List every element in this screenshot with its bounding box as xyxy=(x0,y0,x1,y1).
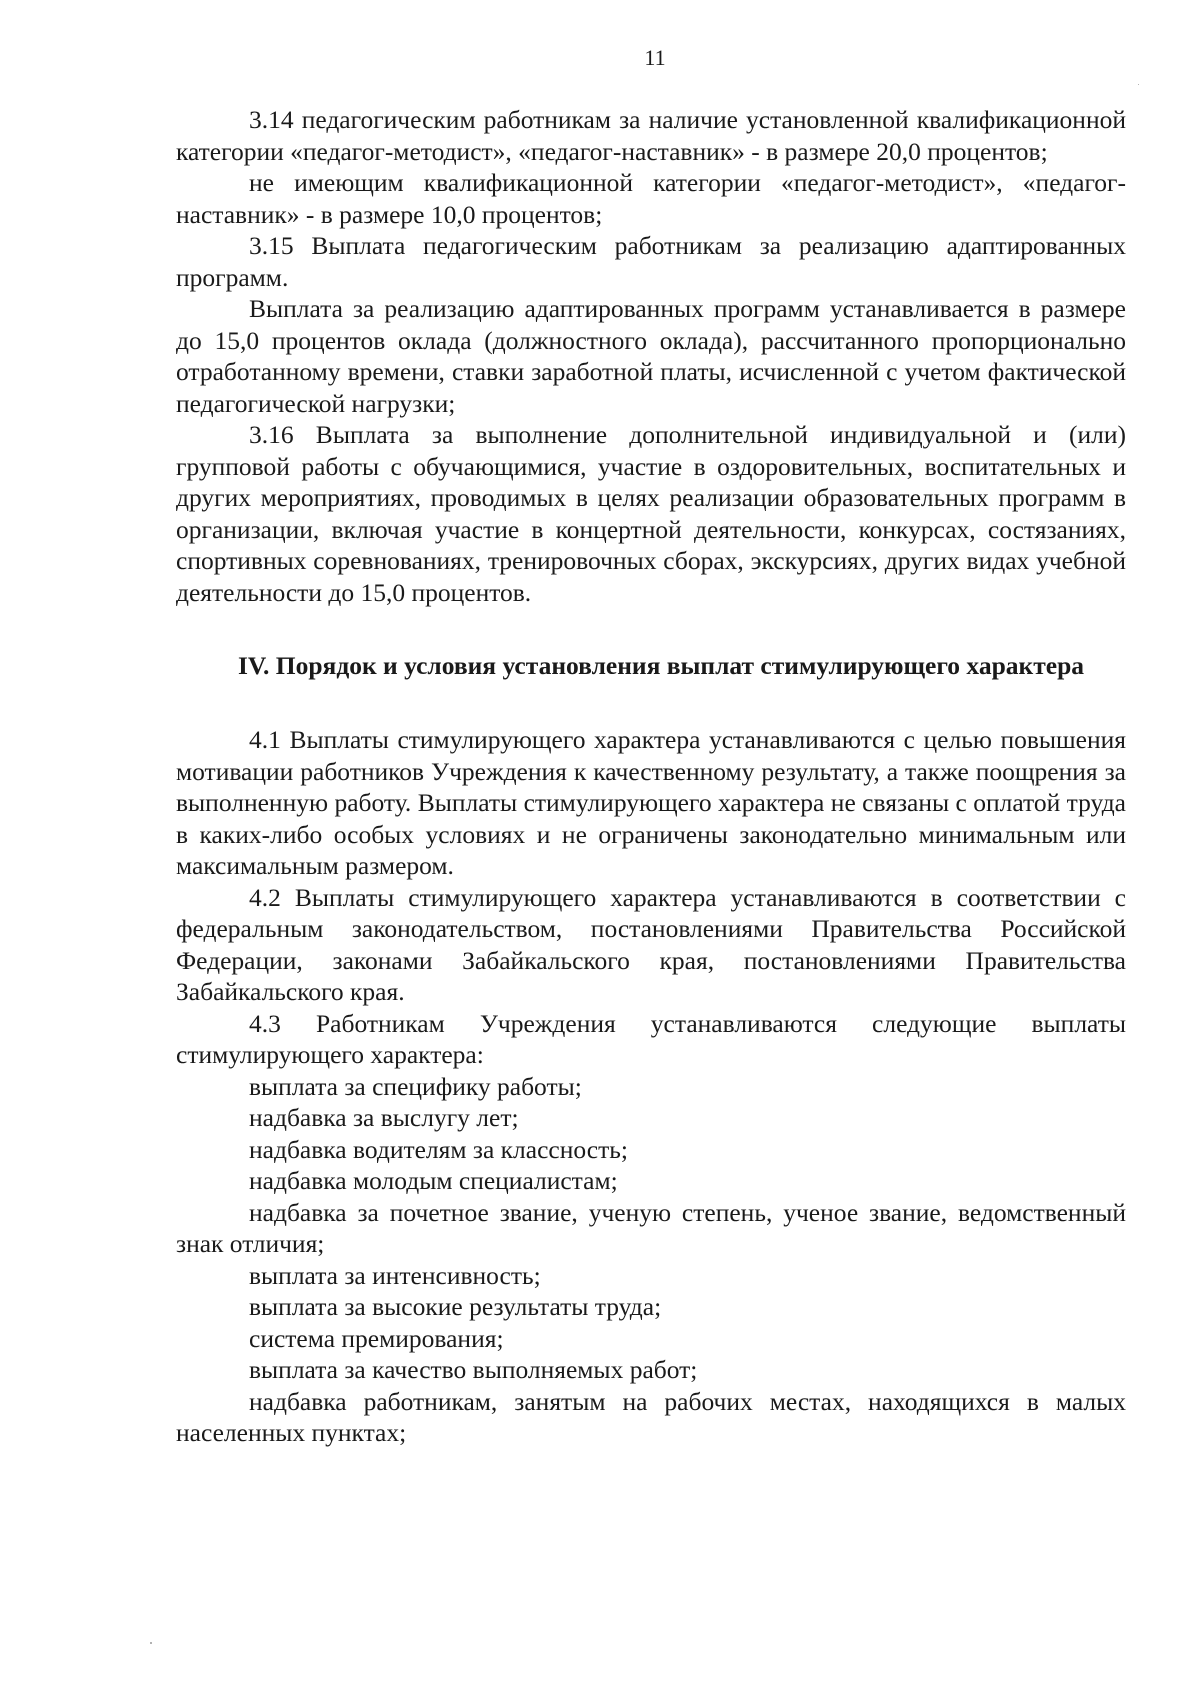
list-item: надбавка молодым специалистам; xyxy=(249,1166,618,1195)
list-item: выплата за высокие результаты труда; xyxy=(249,1292,662,1321)
section-4-heading: IV. Порядок и условия установления выплат стимулирующего характера xyxy=(237,651,1085,680)
list-item: выплата за специфику работы; xyxy=(249,1071,582,1101)
paragraph-3-14-continued: не имеющим квалификационной категории «педагог-методист», «педагог-наставник» - в размере 10,0 процентов; xyxy=(176,168,1126,229)
list-item: надбавка водителям за классность; xyxy=(249,1134,628,1164)
paragraph-3-15: 3.15 Выплата педагогическим работникам за реализацию адаптированных программ. xyxy=(176,231,1126,292)
paragraph-3-14: 3.14 педагогическим работникам за наличие установленной квалификационной категории «педагог-методист», «педагог-наставник» - в размере 20,0 процентов; xyxy=(176,105,1126,166)
paragraph-4-2: 4.2 Выплаты стимулирующего характера устанавливаются в соответствии с федеральным законодательством, постановлениями Правительства Российской Федерации, законами Забайкальского края, постановлениями Правительства Забайкальского края. xyxy=(176,882,1126,1006)
paragraph-4-1: 4.1 Выплаты стимулирующего характера устанавливаются с целью повышения мотивации работников Учреждения к качественному результату, а также поощрения за выполненную работу. Выплаты стимулирующего характера не связаны с оплатой труда в каких-либо особых условиях и не ограничены законодательно минимальным или максимальным размером. xyxy=(176,725,1126,880)
paragraph-3-16: 3.16 Выплата за выполнение дополнительной индивидуальной и (или) групповой работы с обучающимися, участие в оздоровительных, воспитательных и других мероприятиях, проводимых в целях реализации образовательных программ в организации, включая участие в концертной деятельности, конкурсах, состязаниях, спортивных соревнованиях, тренировочных сборах, экскурсиях, других видах учебной деятельности до 15,0 процентов. xyxy=(176,420,1126,607)
list-item: надбавка за выслугу лет; xyxy=(249,1103,519,1132)
list-item: надбавка за почетное звание, ученую степень, ученое звание, ведомственный знак отличия; xyxy=(176,1197,1126,1258)
document-body xyxy=(176,104,1126,1449)
scan-speck xyxy=(1138,84,1139,85)
list-item: выплата за интенсивность; xyxy=(249,1260,541,1290)
scan-speck xyxy=(150,1642,152,1644)
page-number: 11 xyxy=(644,45,666,70)
list-item: выплата за качество выполняемых работ; xyxy=(249,1355,698,1384)
list-item: надбавка работникам, занятым на рабочих местах, находящихся в малых населенных пунктах; xyxy=(176,1386,1126,1447)
list-item: система премирования; xyxy=(249,1323,504,1353)
paragraph-3-15-detail: Выплата за реализацию адаптированных программ устанавливается в размере до 15,0 процентов оклада (должностного оклада), рассчитанного пропорционально отработанному времени, ставки заработной платы, исчисленной с учетом фактической педагогической нагрузки; xyxy=(176,294,1126,418)
paragraph-4-3: 4.3 Работникам Учреждения устанавливаются следующие выплаты стимулирующего характера: xyxy=(176,1008,1126,1069)
